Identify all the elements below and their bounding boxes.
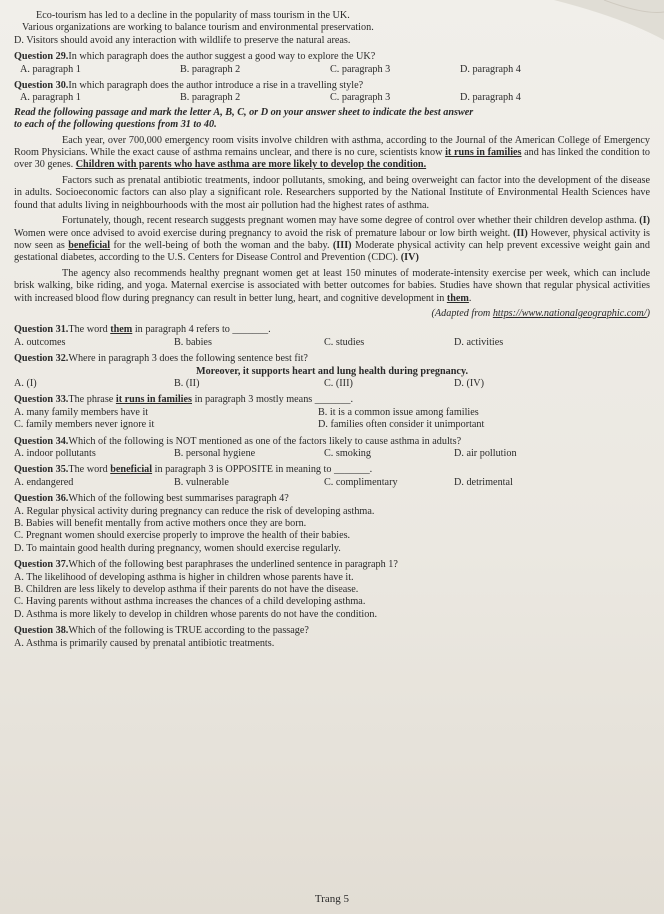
question-label: Question 35. xyxy=(14,464,69,476)
q34-options xyxy=(14,448,650,460)
underlined-word: beneficial xyxy=(68,239,111,251)
text-run: in paragraph 4 refers to _______. xyxy=(132,324,271,336)
text-run: for the well-being of both the woman and the baby. xyxy=(110,239,333,251)
question-text: Which of the following is NOT mentioned as one of the factors likely to cause asthma in adults? xyxy=(68,435,462,447)
option-b[interactable]: B. Children are less likely to develop asthma if their parents do not have the disease. xyxy=(14,584,359,596)
option-c[interactable]: C. family members never ignore it xyxy=(14,419,155,431)
question-35 xyxy=(14,464,650,476)
text-run: The agency also recommends healthy pregnant women get at least 150 minutes of moderate-intensity exercise per week, which can include brisk walking, bike riding, and yoga. Maternal exercise is associated with better outcomes for babies. Studies have shown that regular physical activities with increased blood flow during pregnancy can result in better lung, heart, and cognitive development in xyxy=(14,267,650,304)
option-d[interactable]: D. (IV) xyxy=(454,377,484,389)
source-suffix: ) xyxy=(646,307,650,319)
option-d[interactable]: D. paragraph 4 xyxy=(460,63,521,75)
option-a[interactable]: A. The likelihood of developing asthma is higher in children whose parents have it. xyxy=(14,571,354,583)
underlined-word: beneficial xyxy=(110,464,153,476)
q31-options xyxy=(14,337,650,349)
underlined-word: them xyxy=(110,324,133,336)
option-a[interactable]: A. endangered xyxy=(14,476,74,488)
position-marker: (I) xyxy=(639,215,650,227)
option-a[interactable]: A. Asthma is primarily caused by prenatal antibiotic treatments. xyxy=(14,637,275,649)
q30-options xyxy=(14,92,650,104)
text-run: The phrase xyxy=(68,394,116,406)
text-run: Factors such as prenatal antibiotic treatments, indoor pollutants, smoking, and being overweight can factor into the development of the disease in adults. Socioeconomic factors can also play a significant role. Researchers supported by the National Institute of Environmental Health Sciences have found that adults living in neighbourhoods with the most air pollution had the highest rates of asthma. xyxy=(14,174,650,211)
option-b[interactable]: B. Babies will benefit mentally from active mothers once they are born. xyxy=(14,518,307,530)
question-text: Which of the following best summarises paragraph 4? xyxy=(68,493,289,505)
intro-line: Eco-tourism has led to a decline in the popularity of mass tourism in the UK. xyxy=(36,10,350,21)
option-c[interactable]: C. (III) xyxy=(324,377,353,389)
q33-options-row-1 xyxy=(14,407,650,419)
text-run: The word xyxy=(68,464,111,476)
position-marker: (III) xyxy=(332,239,352,251)
question-label: Question 33. xyxy=(14,394,69,406)
passage-paragraph-2 xyxy=(14,175,650,212)
position-marker: (IV) xyxy=(400,252,419,264)
question-31 xyxy=(14,324,650,336)
question-32 xyxy=(14,353,650,365)
option-c[interactable]: C. paragraph 3 xyxy=(330,63,391,75)
option-d[interactable]: D. air pollution xyxy=(454,448,517,459)
text-run: and has linked the condition to over 30 genes. xyxy=(14,147,650,171)
question-label: Question 32. xyxy=(14,353,69,365)
text-run: . xyxy=(468,292,472,304)
question-text: In which paragraph does the author introduce a rise in a travelling style? xyxy=(68,80,364,92)
underlined-phrase: it runs in families xyxy=(445,147,522,159)
question-text: Which of the following is TRUE according to the passage? xyxy=(68,625,309,637)
option-d[interactable]: D. activities xyxy=(454,336,504,348)
option-c[interactable]: C. studies xyxy=(324,336,365,348)
question-33 xyxy=(14,394,650,406)
option-b[interactable]: B. babies xyxy=(174,336,212,348)
question-30 xyxy=(14,80,650,92)
instruction-line: to each of the following questions from 31 to 40. xyxy=(14,119,217,131)
option-a[interactable]: A. Regular physical activity during pregnancy can reduce the risk of developing asthma. xyxy=(14,505,375,517)
option-d[interactable]: D. paragraph 4 xyxy=(460,92,521,104)
question-text: In which paragraph does the author suggest a good way to explore the UK? xyxy=(68,51,376,63)
question-label: Question 34. xyxy=(14,435,69,447)
option-b[interactable]: B. it is a common issue among families xyxy=(318,406,479,418)
question-label: Question 37. xyxy=(14,559,69,571)
question-label: Question 38. xyxy=(14,625,69,637)
question-label: Question 30. xyxy=(14,80,69,92)
q35-options xyxy=(14,477,650,489)
text-run: The word xyxy=(68,324,111,336)
passage-paragraph-4 xyxy=(14,268,650,305)
text-run: However, physical activity is now seen as xyxy=(14,227,650,251)
option-d[interactable]: D. families often consider it unimportant xyxy=(318,419,485,431)
source-link[interactable]: https://www.nationalgeographic.com/ xyxy=(492,307,647,319)
text-run: Moderate physical activity can help prevent excessive weight gain and gestational diabetes, according to the U.S. Centers for Disease Control and Prevention (CDC). xyxy=(14,239,650,264)
text-run: Each year, over 700,000 emergency room visits involve children with asthma, according to the Journal of the American College of Emergency Room Physicians. While the exact cause of asthma remains unclear, and there is no cure, scientists know xyxy=(14,134,650,159)
question-38 xyxy=(14,625,650,637)
question-36 xyxy=(14,493,650,505)
option-b[interactable]: B. paragraph 2 xyxy=(180,63,241,75)
question-34 xyxy=(14,436,650,448)
text-run: in paragraph 3 is OPPOSITE in meaning to _______. xyxy=(152,464,373,476)
passage-paragraph-3 xyxy=(14,215,650,265)
question-text: Where in paragraph 3 does the following sentence best fit? xyxy=(68,353,308,365)
question-label: Question 29. xyxy=(14,51,69,63)
option-d[interactable]: D. To maintain good health during pregnancy, women should exercise regularly. xyxy=(14,542,341,554)
option-a[interactable]: A. (I) xyxy=(14,377,37,389)
instruction-line: Read the following passage and mark the letter A, B, C, or D on your answer sheet to indicate the best answer xyxy=(14,106,474,118)
option-a[interactable]: A. outcomes xyxy=(14,336,66,348)
underlined-sentence: Children with parents who have asthma are more likely to develop the condition. xyxy=(75,159,427,171)
question-37 xyxy=(14,559,650,571)
option-b[interactable]: B. personal hygiene xyxy=(174,448,256,459)
question-label: Question 36. xyxy=(14,493,69,505)
q29-options xyxy=(14,64,650,76)
option-d[interactable]: D. detrimental xyxy=(454,476,513,488)
intro-line: D. Visitors should avoid any interaction with wildlife to preserve the natural areas. xyxy=(14,34,351,46)
option-b[interactable]: B. (II) xyxy=(174,377,200,389)
text-run: Fortunately, though, recent research suggests pregnant women may have some degree of control over whether their children develop asthma. xyxy=(62,215,640,227)
text-run: Women were once advised to avoid exercise during pregnancy to avoid the risk of premature labour or low birth weight. xyxy=(14,227,514,239)
page-content xyxy=(14,10,650,650)
option-d[interactable]: D. Asthma is more likely to develop in children whose parents do not have the condition. xyxy=(14,608,377,620)
option-c[interactable]: C. complimentary xyxy=(324,476,398,488)
passage-source xyxy=(14,308,650,320)
option-b[interactable]: B. paragraph 2 xyxy=(180,92,241,104)
question-29 xyxy=(14,51,650,63)
question-text: Which of the following best paraphrases the underlined sentence in paragraph 1? xyxy=(68,559,398,571)
option-c[interactable]: C. paragraph 3 xyxy=(330,92,391,104)
passage-paragraph-1 xyxy=(14,135,650,172)
q32-options xyxy=(14,378,650,390)
text-run: in paragraph 3 mostly means _______. xyxy=(192,394,354,406)
option-a[interactable]: A. paragraph 1 xyxy=(20,92,81,104)
intro-line: Various organizations are working to balance tourism and environmental preservation. xyxy=(22,22,374,34)
option-c[interactable]: C. smoking xyxy=(324,448,371,459)
position-marker: (II) xyxy=(513,227,528,239)
source-prefix: (Adapted from xyxy=(431,307,493,319)
underlined-phrase: it runs in families xyxy=(115,394,193,406)
question-label: Question 31. xyxy=(14,324,69,336)
page-number: Trang 5 xyxy=(314,893,350,905)
underlined-word: them xyxy=(446,292,469,304)
q33-options-row-2 xyxy=(14,419,650,431)
option-c[interactable]: C. Having parents without asthma increases the chances of a child developing asthma. xyxy=(14,596,366,608)
option-b[interactable]: B. vulnerable xyxy=(174,476,229,488)
option-a[interactable]: A. many family members have it xyxy=(14,406,149,418)
insert-sentence: Moreover, it supports heart and lung health during pregnancy. xyxy=(195,365,469,377)
option-c[interactable]: C. Pregnant women should exercise properly to improve the health of their babies. xyxy=(14,530,351,542)
option-a[interactable]: A. paragraph 1 xyxy=(20,63,81,75)
option-a[interactable]: A. indoor pollutants xyxy=(14,448,96,459)
